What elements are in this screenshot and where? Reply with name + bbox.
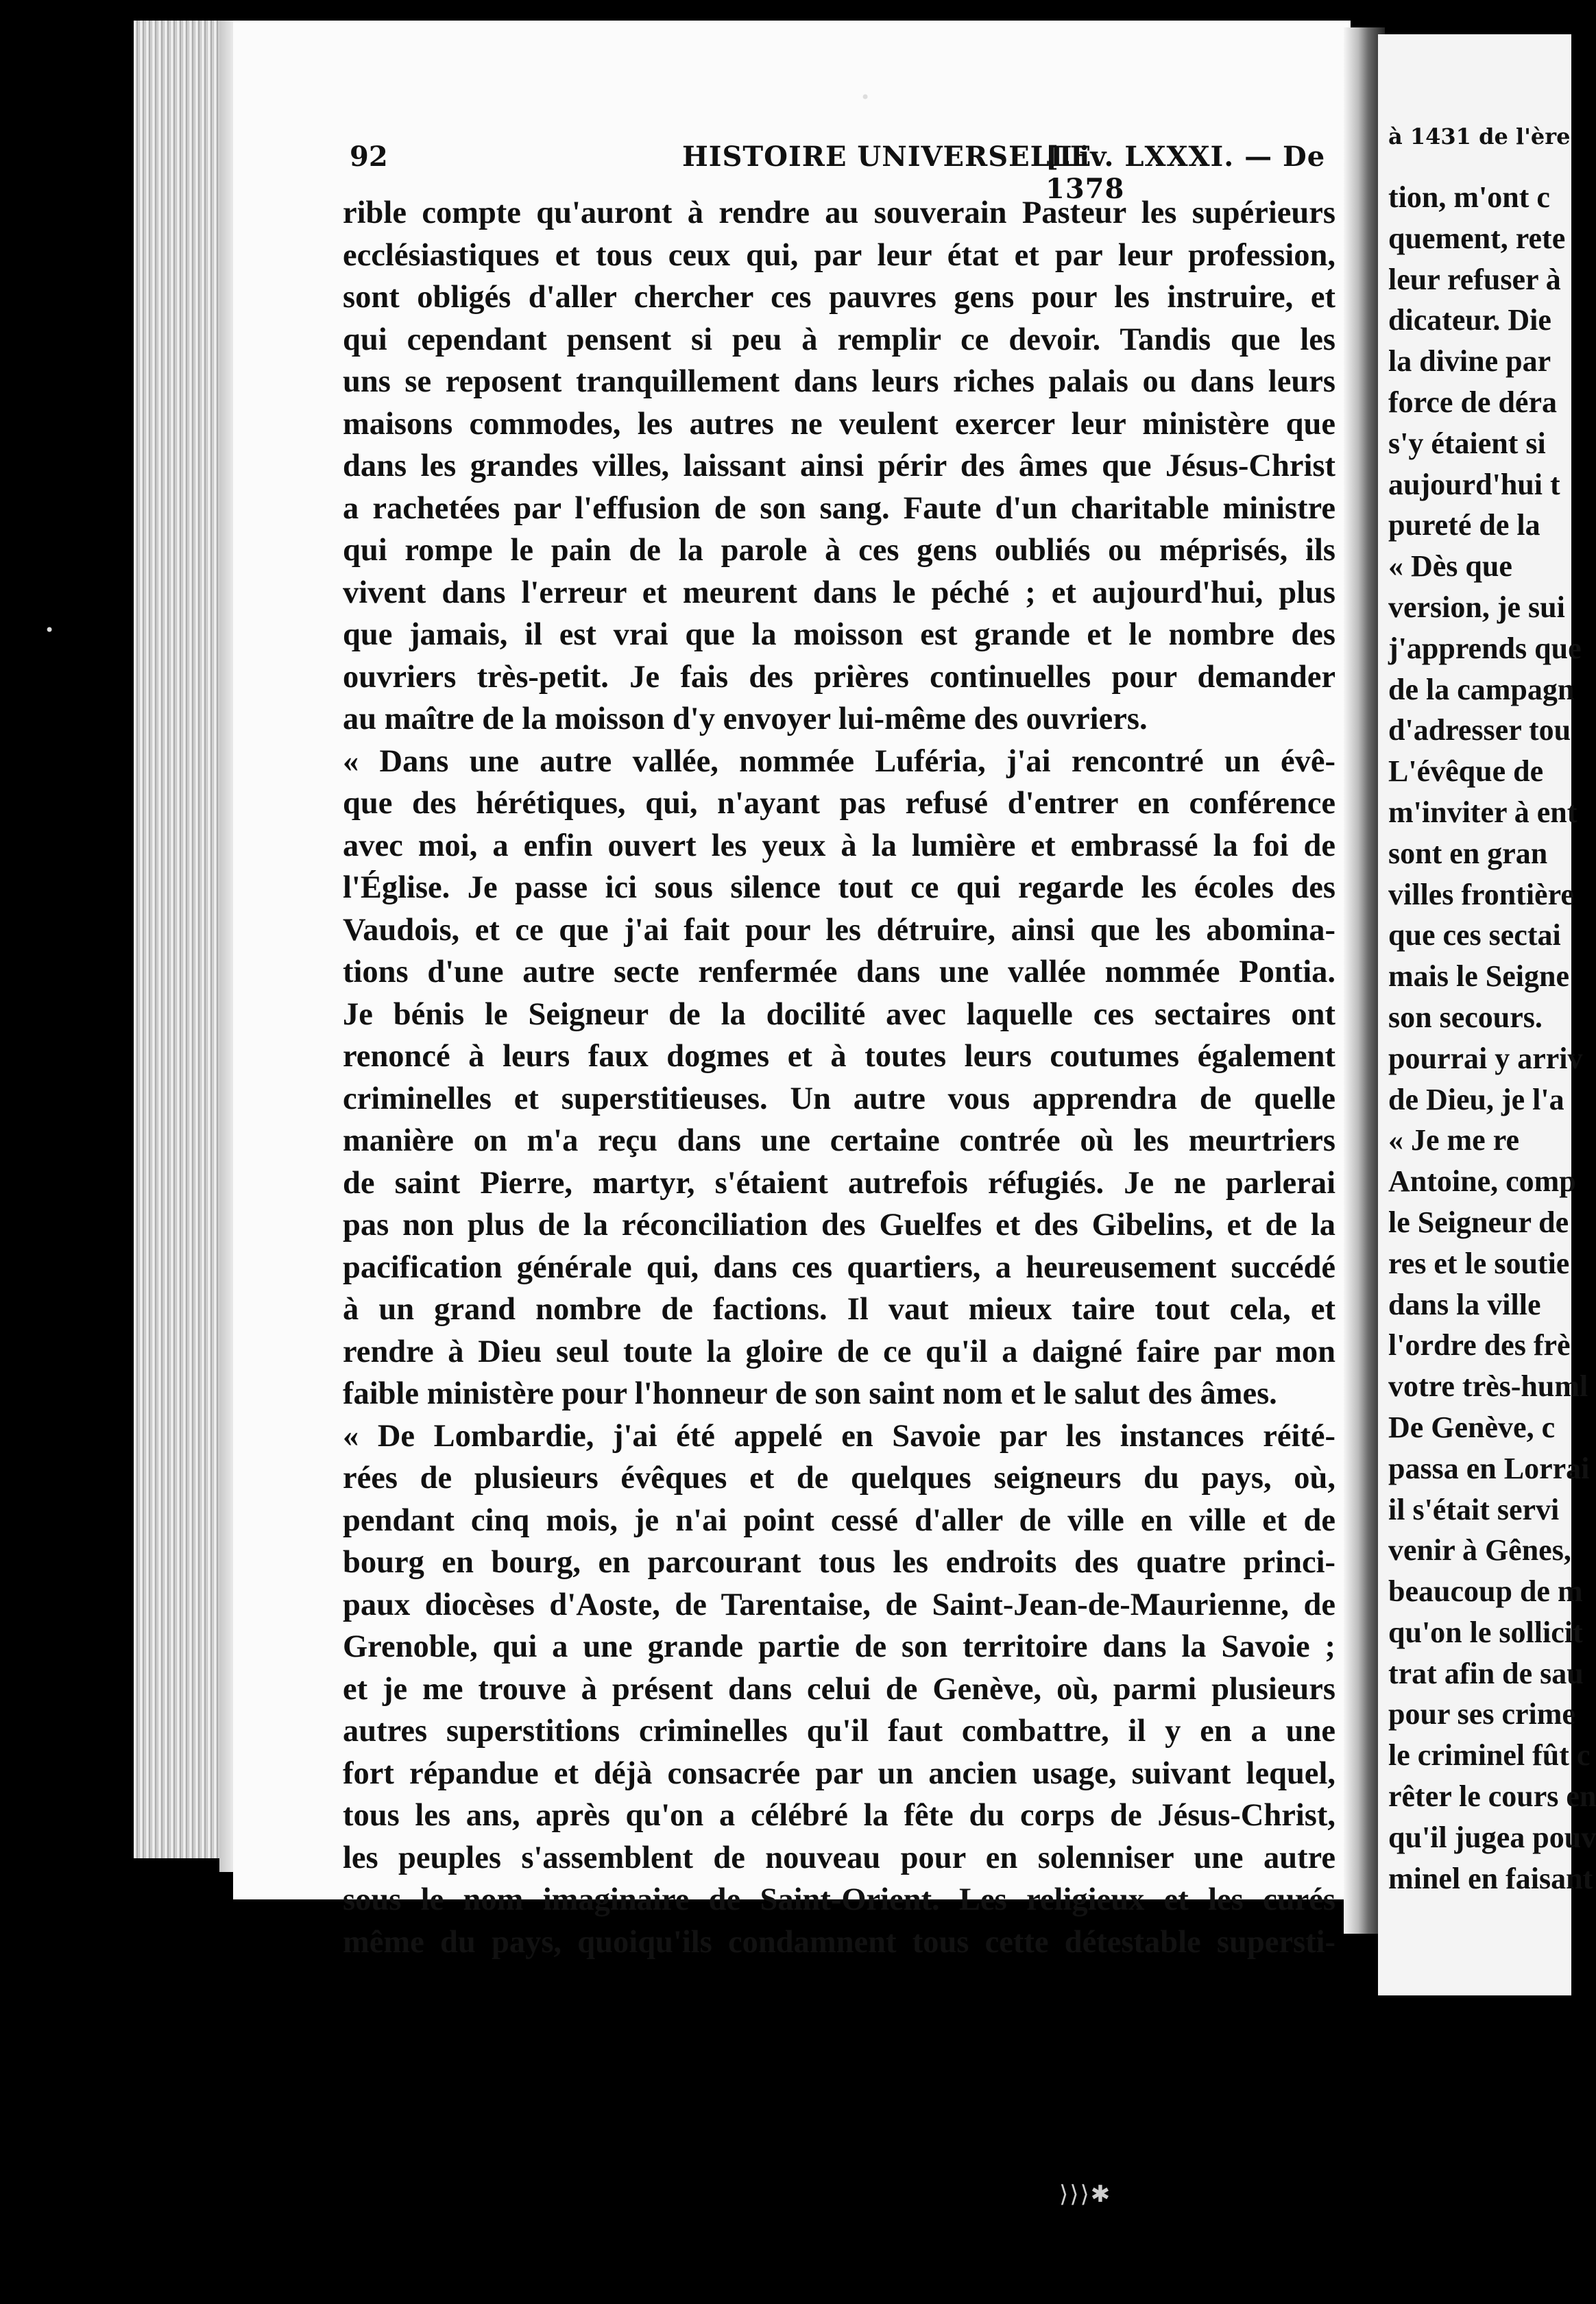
text-line: a rachetées par l'effusion de son sang. Faute d'un charitable ministre <box>343 490 1335 526</box>
text-line: villes frontière <box>1388 877 1574 911</box>
text-line: avec moi, a enfin ouvert les yeux à la lumière et embrassé la foi de <box>343 828 1335 863</box>
text-line: rêter le cours en <box>1388 1779 1596 1814</box>
text-line: vivent dans l'erreur et meurent dans le péché ; et aujourd'hui, plus <box>343 575 1335 610</box>
text-line: L'évêque de <box>1388 754 1544 789</box>
text-line: renoncé à leurs faux dogmes et à toutes leurs coutumes également <box>343 1039 1335 1074</box>
text-line: même du pays, quoiqu'ils condamnent tous cette détestable supersti- <box>343 1924 1335 1960</box>
text-line: le criminel fût c <box>1388 1738 1591 1773</box>
text-line: et je me trouve à présent dans celui de Genève, où, parmi plusieurs <box>343 1671 1335 1707</box>
text-line: Je bénis le Seigneur de la docilité avec laquelle ces sectaires ont <box>343 996 1335 1032</box>
scan-speck: • <box>860 88 871 107</box>
text-line: qu'on le sollicit <box>1388 1615 1583 1649</box>
text-line: autres superstitions criminelles qu'il faut combattre, il y en a une <box>343 1714 1335 1749</box>
text-line: la divine par <box>1388 344 1551 379</box>
text-line: ouvriers très-petit. Je fais des prières continuelles pour demander <box>343 659 1335 695</box>
text-line: manière on m'a reçu dans une certaine contrée où les meurtriers <box>343 1123 1335 1158</box>
text-line: rées de plusieurs évêques et de quelques seigneurs du pays, où, <box>343 1461 1335 1496</box>
text-line: res et le soutie <box>1388 1246 1570 1280</box>
running-title: HISTOIRE UNIVERSELLE <box>682 141 1092 173</box>
text-line: l'ordre des frè <box>1388 1328 1571 1363</box>
section-reference: [Liv. LXXXI. — De 1378 <box>1045 141 1326 205</box>
text-line: mais le Seigne <box>1388 959 1569 994</box>
text-line: pourrai y arriv <box>1388 1041 1583 1075</box>
text-line: que jamais, il est vrai que la moisson est grande et le nombre des <box>343 617 1335 652</box>
text-line: le Seigneur de <box>1388 1205 1569 1239</box>
text-line: dans la ville <box>1388 1287 1541 1321</box>
text-line: tous les ans, après qu'on a célébré la fête du corps de Jésus-Christ, <box>343 1798 1335 1833</box>
text-line: « De Lombardie, j'ai été appelé en Savoie par les instances réité- <box>343 1418 1335 1454</box>
text-line: « Dans une autre vallée, nommée Luféria, j'ai rencontré un évê- <box>343 743 1335 779</box>
text-line: m'inviter à ent <box>1388 795 1577 829</box>
text-line: tions d'une autre secte renfermée dans une vallée nommée Pontia. <box>343 955 1335 989</box>
text-line: uns se reposent tranquillement dans leurs riches palais ou dans leurs <box>343 364 1335 399</box>
text-line: votre très-huml <box>1388 1369 1588 1404</box>
text-line: fort répandue et déjà consacrée par un ancien usage, suivant lequel, <box>343 1755 1335 1791</box>
text-line: De Genève, c <box>1388 1410 1556 1444</box>
text-line: rible compte qu'auront à rendre au souverain Pasteur les supérieurs <box>343 195 1335 230</box>
page-number: 92 <box>350 141 388 173</box>
text-line: j'apprends que <box>1388 631 1582 665</box>
text-line: que ces sectai <box>1388 918 1561 952</box>
text-line: sous le nom imaginaire de Saint-Orient. Les religieux et les curés <box>343 1882 1335 1917</box>
right-page-header: à 1431 de l'ère <box>1388 123 1571 149</box>
text-line: de Dieu, je l'a <box>1388 1082 1564 1116</box>
text-line: que des hérétiques, qui, n'ayant pas refusé d'entrer en conférence <box>343 786 1335 821</box>
text-line: à un grand nombre de factions. Il vaut mieux taire tout cela, et <box>343 1292 1335 1327</box>
text-line: maisons commodes, les autres ne veulent exercer leur ministère que <box>343 406 1335 442</box>
text-line: les peuples s'assemblent de nouveau pour en solenniser une autre <box>343 1840 1335 1875</box>
text-line: pendant cinq mois, je n'ai point cessé d'aller de ville en ville et de <box>343 1502 1335 1538</box>
text-line: il s'était servi <box>1388 1492 1560 1526</box>
text-line: version, je sui <box>1388 590 1565 624</box>
text-line: criminelles et superstitieuses. Un autre vous apprendra de quelle <box>343 1081 1335 1116</box>
text-line: qu'il jugea pouv <box>1388 1820 1596 1854</box>
text-line: de la campagn <box>1388 672 1575 706</box>
text-line: venir à Gênes, <box>1388 1533 1571 1568</box>
text-line: dans les grandes villes, laissant ainsi périr des âmes que Jésus-Christ <box>343 448 1335 483</box>
text-line: au maître de la moisson d'y envoyer lui-même des ouvriers. <box>343 701 1148 736</box>
text-line: « Je me re <box>1388 1123 1519 1157</box>
text-line: pureté de la <box>1388 508 1540 542</box>
text-line: force de déra <box>1388 385 1557 419</box>
text-line: pas non plus de la réconciliation des Guelfes et des Gibelins, et de la <box>343 1208 1335 1243</box>
text-line: quement, rete <box>1388 221 1566 255</box>
text-line: Antoine, comp <box>1388 1164 1576 1199</box>
page-edge-stack <box>134 21 226 1858</box>
text-line: rendre à Dieu seul toute la gloire de ce qu'il a daigné faire par mon <box>343 1334 1335 1369</box>
text-line: Grenoble, qui a une grande partie de son territoire dans la Savoie ; <box>343 1629 1335 1664</box>
text-line: leur refuser à <box>1388 262 1561 296</box>
text-line: bourg en bourg, en parcourant tous les endroits des quatre princi- <box>343 1545 1335 1580</box>
text-line: « Dès que <box>1388 549 1512 584</box>
text-line: dicateur. Die <box>1388 303 1551 337</box>
text-line: minel en faisant <box>1388 1861 1593 1895</box>
text-line: pour ses crime <box>1388 1697 1575 1731</box>
text-line: pacification générale qui, dans ces quartiers, a heureusement succédé <box>343 1249 1335 1285</box>
text-line: trat afin de sau <box>1388 1656 1584 1690</box>
text-line: son secours. <box>1388 1000 1543 1034</box>
text-line: sont obligés d'aller chercher ces pauvres gens pour les instruire, et <box>343 280 1335 315</box>
text-line: sont en gran <box>1388 836 1548 870</box>
text-line: passa en Lorrai <box>1388 1451 1590 1485</box>
text-line: faible ministère pour l'honneur de son saint nom et le salut des âmes. <box>343 1376 1277 1411</box>
left-page-body <box>343 192 1335 1963</box>
text-line: Vaudois, et ce que j'ai fait pour les détruire, ainsi que les abomina- <box>343 912 1335 948</box>
text-line: beaucoup de m <box>1388 1574 1583 1609</box>
text-line: ecclésiastiques et tous ceux qui, par leur état et par leur profession, <box>343 237 1335 273</box>
text-line: qui cependant pensent si peu à remplir ce devoir. Tandis que les <box>343 322 1335 357</box>
text-line: tion, m'ont c <box>1388 180 1550 214</box>
left-page-header <box>350 141 1337 205</box>
text-line: s'y étaient si <box>1388 426 1546 460</box>
scan-speck: • <box>45 621 55 640</box>
scan-artifact-mark: ⟩⟩⟩✱ <box>1059 2181 1112 2208</box>
text-line: paux diocèses d'Aoste, de Tarentaise, de Saint-Jean-de-Maurienne, de <box>343 1587 1335 1622</box>
right-page-body <box>1388 177 1596 1899</box>
text-line: d'adresser tou <box>1388 713 1571 747</box>
text-line: de saint Pierre, martyr, s'étaient autrefois réfugiés. Je ne parlerai <box>343 1165 1335 1201</box>
text-line: aujourd'hui t <box>1388 467 1560 501</box>
text-line: l'Église. Je passe ici sous silence tout ce qui regarde les écoles des <box>343 870 1335 905</box>
text-line: qui rompe le pain de la parole à ces gens oubliés ou méprisés, ils <box>343 533 1335 568</box>
